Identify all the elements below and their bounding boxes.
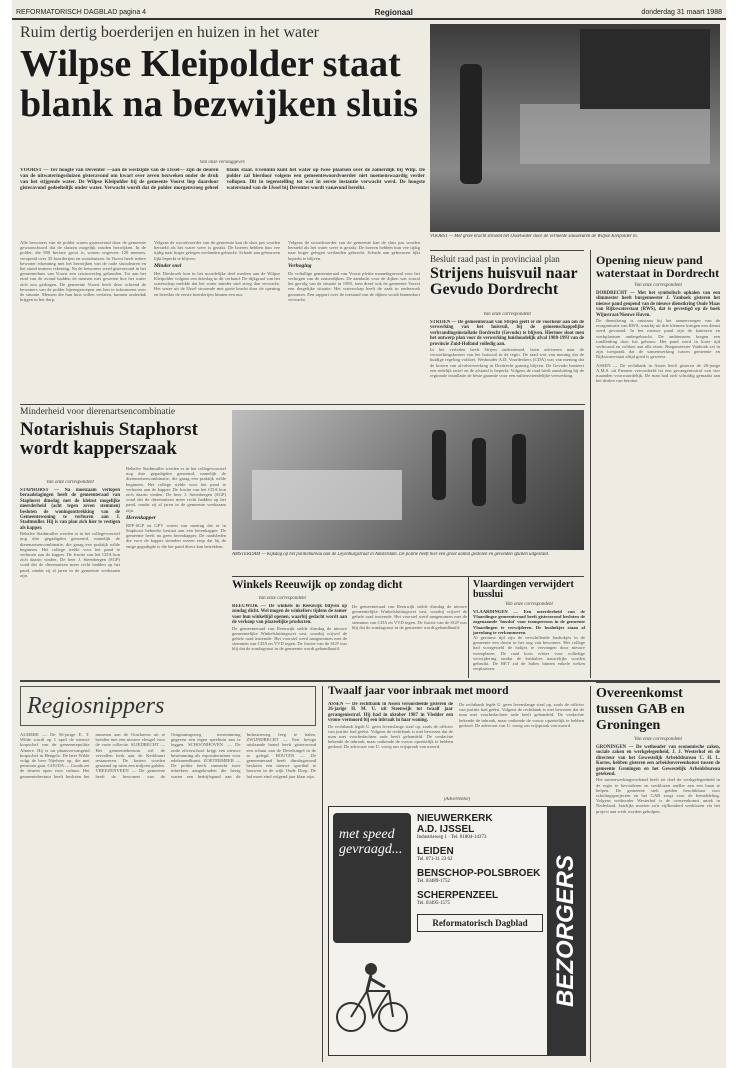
visitor-silhouette	[432, 430, 446, 500]
flood-photo	[430, 24, 720, 232]
gevudo-headlines	[430, 254, 584, 310]
lead-body-3b: De voltallige gemeenteraad van Voorst pleitte maandagavond voor het verhogen van de zomerdijken. De aandacht voor de dijken wat vooral het gevolg van de situatie in 1983, toen dreef ook de gemeente Voorst een dergelijke situatie. Het waterschap heeft de zaak in onderzoek genomen. Een rapport over de toestand van de dijken wordt binnenkort verwacht.	[288, 270, 420, 302]
advert-label: (Advertentie)	[443, 797, 471, 802]
advert-company-1: NIEUWERKERK	[417, 813, 493, 824]
notaris-body: Behalve Stadtmuller werden er in het collegevoorstel nog drie gegadigden genoemd, namelijk de dierenartsencombinatie, die graag een praktijk wilde beginnen. Het college stelde voor het pand te verhuren aan de kapper. De fractie van het CDA kon zich daarin vinden. De heer J. Steenbergen (SGP) vond dat de dierenartsen meer recht hadden op het pand, omdat zij al jaren in de gemeente werkzaam zijn.	[20, 531, 120, 578]
bussen-body: Al geruime tijd zijn de verschillende bushokjes in de gemeente een doorn in het oog van bewoners. Het college had voorgesteld de hokjes te vervangen door nieuwe exemplaren. De raad koos echter voor volledige verwijdering omdat de bushaltes nauwelijks worden gebruikt. De RET zal de haltes binnen enkele weken verplaatsen.	[473, 635, 585, 672]
gevudo-text	[430, 320, 584, 404]
lead-intro: VOORST — Ter hoogte van Deventer —aan de westzijde van de IJssel— zijn de deuren van de uitwateringssluizen gisteravond om kwart over zeven bezweken onder de druk van het stijgende water. De Wilpse Kleipolder bij de gemeente Voorst liep daardoor gisteravond gedeeltelijk onder water. Verwacht wordt dat de polder morgenvroeg geheel blank staat. Evenmin kunt het water op twee plaatsen over de zomerdijk bij Wilp. De polder zal hierdoor volgens een gemeentewoordvoerder niet noemenswaardig verder vollopen. Dit in tegenstelling tot wat in eerste instantie verwacht werd. De hoogste waterstand van de IJssel bij Deventer wordt vanavond bereikt.	[20, 168, 425, 191]
advert-slogan-2: gevraagd...	[339, 842, 403, 857]
notaris-body-2a: Behalve Stadtmuller werden er in het collegevoorstel nog drie gegadigden genoemd, namelijk de dierenartsencombinatie, die graag een praktijk wilde beginnen. Het college stelde voor het pand te verhuren aan de kapper. De fractie van het CDA kon zich daarin vinden. De heer J. Steenbergen (SGP) vond dat de dierenartsen meer recht hadden op het pand, omdat zij al jaren in de gemeente werkzaam zijn.	[126, 466, 226, 513]
opening-body: De dienstkring is ontstaan bij het samenvoegen van de reorganisatie van RWS, waarbij uit drie kleinere kringen een dienst werd gevormd. In het nieuwe pand zijn de kantoren en werkplaatsen ondergebracht. De ambtenaren kregen een rondleiding door het gebouw. Het pand werd in korte tijd verbouwd en voldoet aan alle eisen. Burgemeester Vanhoek zei in zijn toespraak dat de samenwerking tussen gemeente en Rijkswaterstaat altijd goed is geweest.	[596, 318, 720, 360]
gevudo-headline-2: Gevudo Dordrecht	[430, 281, 559, 298]
advert-slogan	[339, 827, 405, 857]
gevudo-intro: STRIJEN — De gemeenteraad van Strijen geeft er de voorkeur aan om de verwerking van het huisvuil, bij de gemeenschappelijke verbrandingsinstallatie Dordrecht (Gevudo) te blijven. Hiermee sloot men het ontwerp plan voor de verwerking huishoudelijk afval 1988-1993 van de provincie Zuid-Holland volledig aan.	[430, 320, 584, 347]
page-header	[12, 6, 726, 20]
lead-byline: Van onze verslaggever.	[199, 160, 246, 165]
twaalf-intro: ASSEN — De rechtbank in Assen veroordeelde gisteren de 26-jarige H. M. U. uit Steenwijk tot twaalf jaar gevangenisstraf. Hij had in oktober 1987 in Vledder een vrouw vermoord bij een inbraak in haar woning.	[328, 702, 453, 724]
visitor-silhouette	[472, 438, 486, 506]
header-paper-page: REFORMATORISCH DAGBLAD pagina 4	[16, 8, 147, 16]
bicycle-icon	[333, 947, 411, 1047]
opening-intro: DORDRECHT — Met het symbolisch ophalen van een slimmester heeft burgemeester J. Vanhoek gisteren het nieuwe pand geopend van de nieuwe dienstkring Oude Maas van Rijkswaterstaat (RWS), dat is gevestigd op de hoek Wijnstraat/Nieuwe Haven.	[596, 291, 720, 318]
advert-address-1: Industrieweg 1 · Tel. 01804-14373	[417, 835, 487, 840]
winkels-col2: De gemeenteraad van Reeuwijk stelde dinsdag de nieuwe gemeentelijke Winkelsluitingswet vast, waarbij vrijwel de gehele raad instemde. Het voorstel werd aangenomen met de stemmen van CDA en VVD tegen. De fractie van de SGP was blij dat de zondagsrust in de gemeente wordt gehandhaafd.	[352, 604, 467, 630]
gab-body: Het samenwerkingsverband heeft tot doel de werkgelegenheid in de regio te bevorderen en werklozen sneller aan een baan te helpen. De gemeente stelt gelden beschikbaar voor scholingsprojecten en het GAB zorgt voor de bemiddeling. Volgens wethouder Westerhof is de overeenkomst uniek in Nederland. Jaarlijks moeten zo'n vijfhonderd werklozen via het project aan werk worden geholpen.	[596, 777, 720, 814]
opening-assen: ASSEN — De rechtbank in Assen heeft gisteren de 26-jarige A.M.S. uit Emmen veroordeeld tot een gevangenisstraf van vier maanden voorwaardelijk. De man had zich schuldig gemaakt aan het dealen van heroïne.	[596, 362, 720, 384]
lead-body-2a: Volgens de woordvoerder van de gemeente kan de sluis pas worden hersteld als het water weer is gezakt. De boeren hebben hun vee tijdig naar hoger gelegen weilanden gebracht. Schade aan gebouwen lijkt beperkt te blijven.	[154, 240, 280, 261]
divider	[20, 404, 585, 405]
advert-vertical-text: BEZORGERS	[552, 854, 580, 1008]
car-graphic	[333, 813, 411, 943]
advertisement	[328, 806, 586, 1056]
visitor-silhouette	[512, 434, 526, 504]
advert-address-4: Tel. 03495-1575	[417, 901, 450, 906]
winkels-intro: REEUWIJK — De winkels in Reeuwijk blijven op zondag dicht. Wel mogen de winkeliers tijdens de zomer voor hun winkeltijd openen, waarbij gedacht wordt aan de verkoop van plaatselijke producten.	[232, 604, 347, 626]
lead-body-3a: Volgens de woordvoerder van de gemeente kan de sluis pas worden hersteld als het water weer is gezakt. De boeren hebben hun vee tijdig naar hoger gelegen weilanden gebracht. Schade aan gebouwen lijkt beperkt te blijven.	[288, 240, 420, 261]
notaris-kicker: Minderheid voor dierenartsencombinatie	[20, 407, 176, 417]
lead-subhead-minder: Minder snel	[154, 262, 182, 269]
column-rule	[590, 686, 591, 1062]
twaalf-headline: Twaalf jaar voor inbraak met moord	[328, 686, 509, 697]
column-rule	[590, 250, 591, 678]
gab-byline: Van onze correspondent	[634, 737, 682, 742]
notaris-headline-1: Notarishuis Staphorst	[20, 419, 198, 440]
bussen-intro: VLAARDINGEN — Een meerderheid van de Vlaardingse gemeenteraad heeft gisteravond besloten de zogenaamde 'busslui' voor tramperrons in de gemeente Vlaardingen te verwijderen. De bushokjes staan al jarenlang te verkommeren.	[473, 609, 585, 635]
advert-addresses	[417, 813, 543, 1051]
regiosnippers-banner	[20, 686, 316, 726]
lead-subhead-verhoging: Verhoging	[288, 262, 312, 269]
lead-story-headlines	[20, 24, 425, 154]
winkels-body: De gemeenteraad van Reeuwijk stelde dinsdag de nieuwe gemeentelijke Winkelsluitingswet vast, waarbij vrijwel de gehele raad instemde. Het voorstel werd aangenomen met de stemmen van CDA en VVD tegen. De fractie van de SGP was blij dat de zondagsrust in de gemeente wordt gehandhaafd.	[232, 625, 347, 652]
newspaper-page	[12, 0, 726, 1068]
notaris-col1	[20, 488, 120, 578]
gevudo-byline: Van onze correspondent	[483, 312, 531, 317]
notaris-headline-2: wordt kapperszaak	[20, 438, 177, 459]
display-tables	[252, 470, 402, 520]
advert-paper-logo: Reformatorisch Dagblad	[417, 914, 543, 932]
notaris-byline: Van onze correspondent	[46, 480, 94, 485]
gevudo-kicker: Besluit raad past in provinciaal plan	[430, 254, 560, 264]
advert-company-2: LEIDEN	[417, 846, 454, 857]
regiosnippers-text: ALMERE — De 56-jarige E. T. Wilde wordt op 1 april de nieuwe korpschef van de gemeentepolitie Almere. Hij is nu plaatsvervangend korpschef in Hengelo. De heer Wilde volgt de heer Nijeboer op, die met pensioen gaat. GOUDA — Gouda zet de deuren open voor cultuur. Het gemeentebestuur heeft besloten het museum aan de Oosthaven uit te breiden met een nieuwe vleugel voor de vaste collectie. SLIEDRECHT — Het gemeentebestuur wil de vervallen kerk aan de Kerkbuurt restaureren. De kosten worden geraamd op ruim een miljoen gulden. VREEZENVEEN — De gemeente heeft de bewoners van de Ontginningsweg toestemming gegeven een eigen speeltuin aan te leggen. SCHOONHOVEN — De oude zilverschool krijgt een nieuwe bestemming als expositieruimte voor edelsmeedkunst. ZOETERMEER — De politie heeft vannacht twee inbrekers aangehouden die bezig waren een bedrijfspand aan de Industrieweg leeg te halen. ZWIJNDRECHT — Een hevige uitslaande brand heeft gisteravond een schuur aan de Develsingel in de as gelegd. HOUTEN — De gemeenteraad heeft dinsdagavond besloten een nieuwe sporthal te bouwen in de wijk Oude Dorp. De hal moet eind volgend jaar klaar zijn.	[20, 732, 316, 779]
lead-body-col3	[288, 240, 420, 400]
bussen-article	[473, 580, 585, 678]
bussen-headline: Vlaardingen verwijdert busslui	[473, 580, 574, 600]
gevudo-headline-1: Strijens huisvuil naar	[430, 265, 578, 282]
regiosnippers-title: Regiosnippers	[27, 692, 165, 719]
column-rule	[468, 576, 469, 678]
flood-photo-caption: VOORST — Met grote kracht stroomt het IJsselwater door de vernielde sluisdeuren de Wilpse Kleipolder in.	[430, 234, 638, 239]
lead-headline-1: Wilpse Kleipolder staat	[20, 43, 401, 85]
divider	[596, 682, 720, 683]
opening-byline: Van onze correspondent	[634, 283, 682, 288]
opening-article	[596, 254, 720, 678]
header-date: donderdag 31 maart 1988	[641, 8, 722, 16]
lead-kicker: Ruim dertig boerderijen en huizen in het water	[20, 24, 320, 41]
lead-body-col2	[154, 240, 280, 400]
twaalf-col1	[328, 702, 453, 794]
header-section: Regionaal	[374, 7, 413, 17]
police-depot-photo	[232, 410, 584, 550]
lead-headline-2: blank na bezwijken sluis	[20, 83, 419, 125]
gab-intro: GRONINGEN — De wethouder van economische zaken, sociale zaken en werkgelegenheid, J. J. Westerhof en de directeur van het Gewestelijk Arbeidsbureau C. H. L. Kortes, hebben gisteren een arbeidsovereenkomst tussen de gemeente Groningen en het Gewestelijk Arbeidsbureau getekend.	[596, 745, 720, 778]
advert-vertical-banner	[547, 807, 585, 1055]
notaris-intro: STAPHORST — Na moeizaam verlopen beraadslagingen heeft de gemeenteraad van Staphorst dinsdag met de kleinst mogelijke meerderheid (acht tegen zeven stemmen) besloten de woningonttrekking van de Gemeentewoning te verhuren aan J. Stadtmuller. Hij is van plan zich hier te vestigen als kapper.	[20, 488, 120, 531]
winkels-byline: Van onze correspondent	[258, 596, 306, 601]
advert-slogan-1: met speed	[339, 827, 395, 842]
winkels-headline: Winkels Reeuwijk op zondag dicht	[232, 580, 403, 591]
advert-company-3: BENSCHOP-POLSBROEK	[417, 868, 541, 879]
divider	[430, 250, 584, 251]
column-rule	[322, 686, 323, 1062]
bike-graphic	[333, 947, 411, 1047]
advert-company-1b: A.D. IJSSEL	[417, 824, 475, 835]
lead-body-col1: Alle bewoners van de polder waren gisteravond door de gemeente gewaarschuwd dat de sluizen mogelijk zouden bezwijken. In de polder, die 900 hectare groot is, wonen ongeveer 120 mensen, verspreid over 35 boerderijen en woonhuizen. In Voorst heeft iedere bewoner erkenning met het bezwijken van de oude sluisdeuren en het stond immers rekening. Na de bewoners werd gisteravond in het gemeentehuis van Voorst een crisisoverleg gehouden. Tot aan het eind van de avond hadden de mensen niet geweten hoe het water zich zou gedragen. De gemeente Voorst heeft deze ochtend de bewoners van de polder bijeengeroepen om hen te informeren over de situatie. Mensen die hun huis willen verlaten, kunnen onderdak krijgen in het dorp.	[20, 240, 146, 303]
twaalf-col2: De rechtbank legde U. geen levenslange straf op, zoals de officier van justitie had geëist. Volgens de rechtbank is niet bewezen dat de man met voorbedachten rade heeft gehandeld. De verdachte bekende de inbraak, maar ontkende de vrouw opzettelijk te hebben gedood. De advocaat van U. vroeg om vrijspraak van moord.	[459, 702, 584, 728]
police-photo-caption: AMSTERDAM — Kijkdag op het politiebureau aan de Leyenburgstraat in Amsterdam. De politie heeft hier een groot aantal gestolen en gevonden spullen uitgestald.	[232, 552, 550, 557]
lead-body-2b: Het Diesbroek kon in het noordelijke deel merken aan de Wilpse Kleipolder volgens een drieslag in dit verband. De dijkgraaf van het waterschap meldde dat het water minder snel steeg dan verwacht. Het water uit de IJssel stroomde met grote kracht door de opening en bereikte de eerste boerderijen binnen een uur.	[154, 270, 280, 297]
notaris-subhead: Herenkapper	[126, 514, 156, 521]
advert-address-2: Tel. 071-31 23 62	[417, 857, 453, 862]
winkels-col1	[232, 604, 347, 678]
bussen-byline: Van onze correspondent	[505, 602, 553, 607]
water-stream	[520, 104, 710, 164]
advert-address-3: Tel. 03489-1752	[417, 879, 450, 884]
gab-article	[596, 686, 720, 1058]
twaalf-body: De rechtbank legde U. geen levenslange straf op, zoals de officier van justitie had geëist. Volgens de rechtbank is niet bewezen dat de man met voorbedachten rade heeft gehandeld. De verdachte bekende de inbraak, maar ontkende de vrouw opzettelijk te hebben gedood. De advocaat van U. vroeg om vrijspraak van moord.	[328, 723, 453, 750]
advert-company-4: SCHERPENZEEL	[417, 890, 499, 901]
notaris-body-2b: RPF-SGP en GPV waren van mening dat er in Staphorst behoefte bestaat aan een herenkapper. De gemeente heeft nu geen herenkapper. De raadsleden die voor de kapper stemden wezen erop dat hij de enige gegadigde is die het pand direct kan betrekken.	[126, 522, 226, 549]
gevudo-body: In het verleden heeft Strijen ondersteund, laten adviseren naar de verwerkingskosten van het huisvuil in de regio. De raad was van mening dat de huidige regeling voldoet. Wethouder A.D. Voordeckers (CDA) was van mening dat de kosten van afvalverwerking in Dordrecht gunstig blijven. De Gevudo hanteert een redelijk tarief en de afstand is beperkt. Volgens de raad biedt aansluiting bij de regionale installatie de beste garantie voor een milieuvriendelijke verwerking.	[430, 347, 584, 379]
man-silhouette	[460, 64, 482, 184]
notaris-col2	[126, 466, 226, 578]
gab-headline: Overeenkomst tussen GAB en Groningen	[596, 686, 685, 733]
divider	[232, 576, 584, 577]
opening-headline: Opening nieuw pand waterstaat in Dordrecht	[596, 254, 720, 280]
sluice-structure	[580, 29, 710, 109]
